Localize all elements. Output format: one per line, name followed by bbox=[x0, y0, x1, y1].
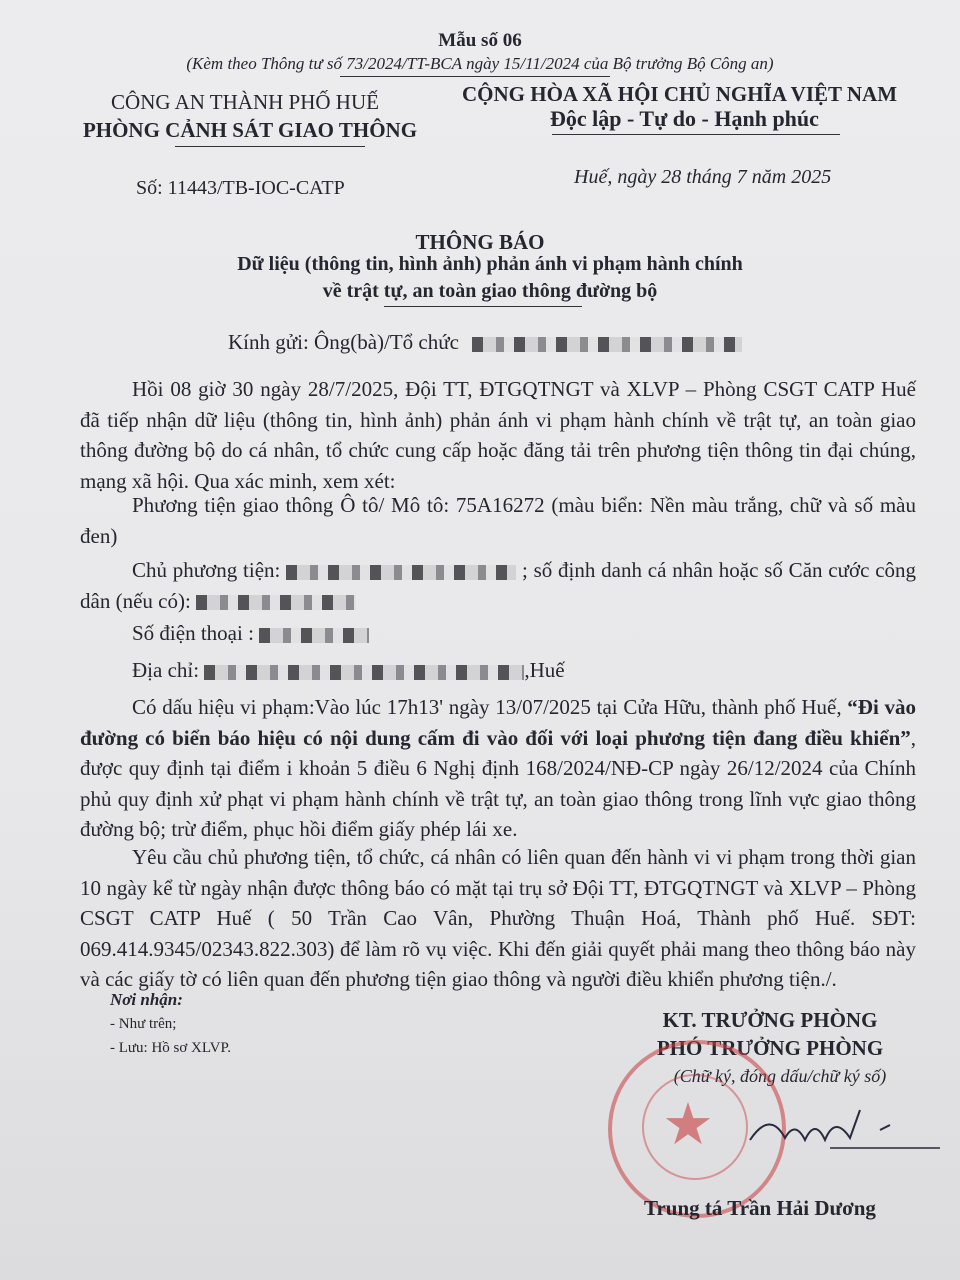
signature-title-2: PHÓ TRƯỞNG PHÒNG bbox=[656, 1036, 884, 1060]
paragraph-intro: Hồi 08 giờ 30 ngày 28/7/2025, Đội TT, ĐTGQTNGT và XLVP – Phòng CSGT CATP Huế đã tiếp nhận dữ liệu (thông tin, hình ảnh) phản ánh vi phạm hành chính về trật tự, an toàn giao thông đường bộ do cá nhân, tổ chức cung cấp hoặc đăng tải trên phương tiện thông tin đại chúng, mạng xã hội. Qua xác minh, xem xét: bbox=[80, 377, 916, 493]
signer-name: Trung tá Trần Hải Dương bbox=[644, 1196, 876, 1220]
handwritten-signature bbox=[740, 1100, 950, 1160]
org-name: CÔNG AN THÀNH PHỐ HUẾ bbox=[111, 90, 379, 114]
official-seal: ★ bbox=[608, 1040, 786, 1218]
notice-subtitle-2: về trật tự, an toàn giao thông đường bộ bbox=[322, 280, 658, 302]
redacted-phone bbox=[259, 628, 369, 643]
notice-subtitle-1: Dữ liệu (thông tin, hình ảnh) phản ánh vi phạm hành chính bbox=[237, 253, 743, 275]
form-number: Mẫu số 06 bbox=[438, 30, 522, 51]
document-number: Số: 11443/TB-IOC-CATP bbox=[136, 177, 345, 199]
paragraph-phone bbox=[80, 618, 916, 649]
nation-title: CỘNG HÒA XÃ HỘI CHỦ NGHĨA VIỆT NAM bbox=[462, 82, 898, 106]
paragraph-address bbox=[80, 655, 916, 686]
motto: Độc lập - Tự do - Hạnh phúc bbox=[550, 106, 819, 131]
paragraph-vehicle: Phương tiện giao thông Ô tô/ Mô tô: 75A16272 (màu biển: Nền màu trắng, chữ và số màu đen) bbox=[80, 493, 916, 548]
recipients-item: - Như trên; bbox=[110, 1016, 177, 1032]
redacted-recipient bbox=[472, 337, 742, 352]
redacted-id bbox=[196, 595, 356, 610]
paragraph-violation bbox=[80, 692, 916, 845]
address-suffix: ,Huế bbox=[524, 658, 565, 682]
paragraph-owner bbox=[80, 555, 916, 616]
divider bbox=[552, 134, 840, 135]
signature-title-1: KT. TRƯỞNG PHÒNG bbox=[662, 1008, 878, 1032]
phone-label: Số điện thoại : bbox=[132, 621, 254, 645]
violation-legal-basis: , được quy định tại điểm i khoản 5 điều 6 Nghị định 168/2024/NĐ-CP ngày 26/12/2024 của Chính phủ quy định xử phạt vi phạm hành chính về trật tự, an toàn giao thông trong lĩnh vực giao thông đường bộ; trừ điểm, phục hồi điểm giấy phép lái xe. bbox=[80, 725, 916, 841]
address-label: Địa chỉ: bbox=[132, 658, 200, 682]
form-note: (Kèm theo Thông tư số 73/2024/TT-BCA ngày 15/11/2024 của Bộ trưởng Bộ Công an) bbox=[186, 54, 774, 73]
issue-date: Huế, ngày 28 tháng 7 năm 2025 bbox=[574, 166, 832, 188]
recipient-label: Kính gửi: Ông(bà)/Tổ chức bbox=[228, 330, 459, 354]
owner-label: Chủ phương tiện: bbox=[132, 558, 281, 582]
divider bbox=[175, 146, 365, 147]
recipients-label: Nơi nhận: bbox=[110, 990, 183, 1009]
recipient-line bbox=[228, 330, 742, 355]
violation-description: “Đi vào đường có biển báo hiệu có nội dung cấm đi vào đối với loại phương tiện đang điều khiển” bbox=[80, 695, 917, 750]
violation-intro: Có dấu hiệu vi phạm:Vào lúc 17h13' ngày 13/07/2025 tại Cửa Hữu, thành phố Huế, bbox=[132, 695, 842, 719]
divider bbox=[384, 306, 582, 307]
recipients-item: - Lưu: Hồ sơ XLVP. bbox=[110, 1040, 231, 1056]
signature-note: (Chữ ký, đóng dấu/chữ ký số) bbox=[673, 1066, 887, 1086]
paragraph-request: Yêu cầu chủ phương tiện, tổ chức, cá nhân có liên quan đến hành vi vi phạm trong thời gian 10 ngày kể từ ngày nhận được thông báo có mặt tại trụ sở Đội TT, ĐTGQTNGT và XLVP – Phòng CSGT CATP Huế ( 50 Trần Cao Vân, Phường Thuận Hoá, Thành phố Huế. SĐT: 069.414.9345/02343.822.303) để làm rõ vụ việc. Khi đến giải quyết phải mang theo thông báo này và các giấy tờ có liên quan đến phương tiện giao thông và người điều khiển phương tiện./. bbox=[80, 845, 916, 991]
owner-suffix: ; số định danh cá nhân hoặc số Căn cước công dân (nếu có): bbox=[80, 558, 917, 613]
divider bbox=[340, 76, 610, 77]
redacted-address bbox=[204, 665, 524, 680]
notice-title: THÔNG BÁO bbox=[415, 230, 545, 254]
department-name: PHÒNG CẢNH SÁT GIAO THÔNG bbox=[82, 118, 418, 142]
redacted-owner bbox=[286, 565, 516, 580]
